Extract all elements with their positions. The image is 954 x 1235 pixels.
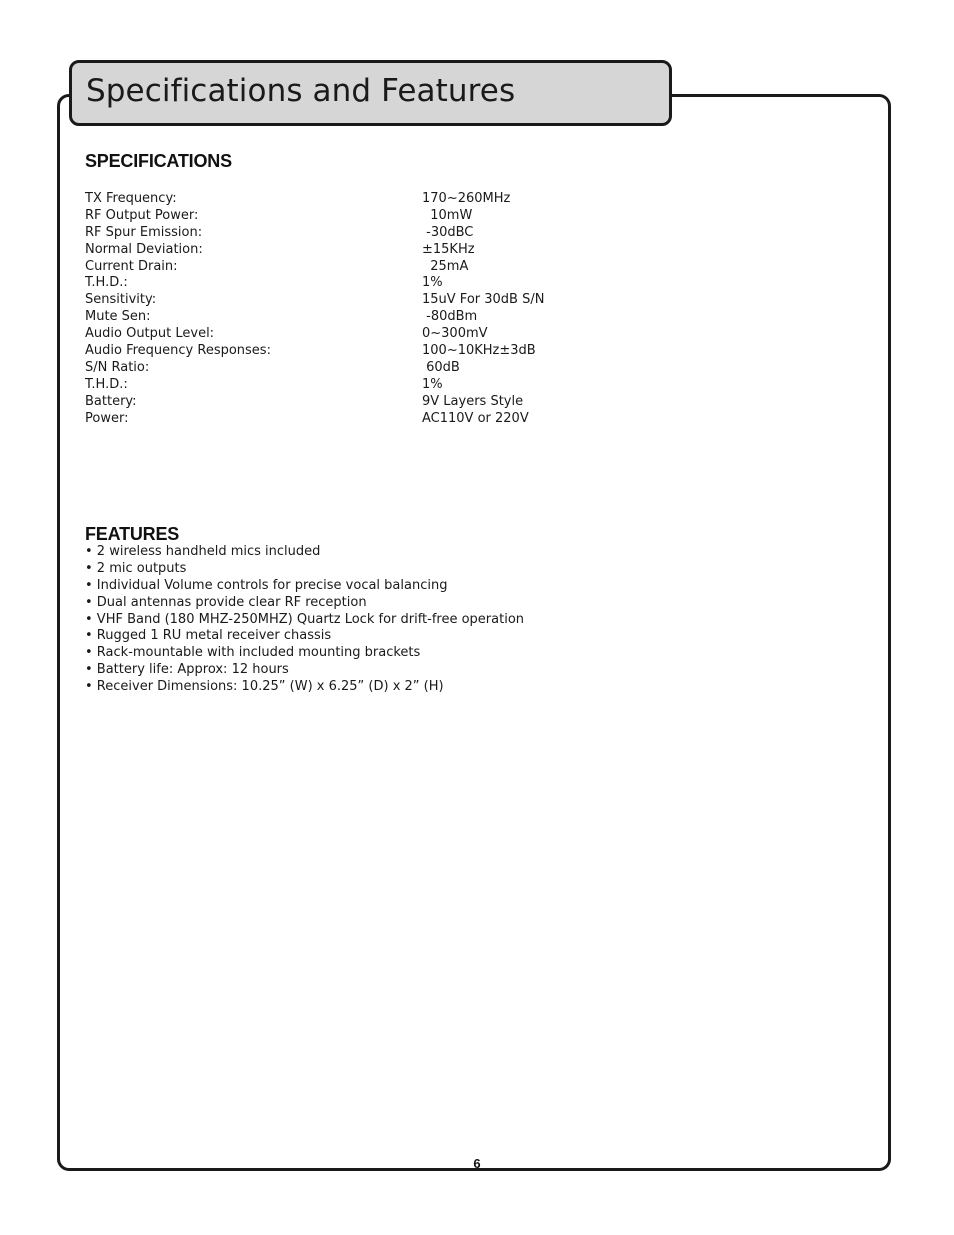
spec-value: 15uV For 30dB S/N [422, 292, 545, 308]
feature-item: • 2 mic outputs [85, 560, 187, 576]
spec-label: RF Output Power: [85, 207, 199, 223]
spec-value: 170~260MHz [422, 191, 511, 206]
feature-item: • VHF Band (180 MHZ-250MHZ) Quartz Lock for drift-free operation [85, 611, 525, 627]
spec-label: Current Drain: [85, 258, 178, 274]
specifications-heading: SPECIFICATIONS [85, 151, 232, 171]
spec-value: ±15KHz [422, 241, 475, 257]
spec-row [85, 309, 605, 326]
spec-value: 1% [422, 275, 443, 291]
spec-value: 60dB [422, 359, 460, 375]
features-list [85, 544, 524, 696]
feature-item: • Individual Volume controls for precise vocal balancing [85, 577, 448, 593]
spec-row [85, 225, 605, 242]
feature-item: • Rack-mountable with included mounting brackets [85, 645, 421, 661]
feature-item: • Dual antennas provide clear RF reception [85, 594, 367, 610]
spec-value: 9V Layers Style [422, 393, 524, 409]
spec-value: -80dBm [422, 309, 478, 325]
specifications-list [85, 191, 605, 427]
spec-label: Audio Output Level: [85, 326, 215, 342]
spec-row [85, 292, 605, 309]
spec-row [85, 242, 605, 259]
spec-row [85, 326, 605, 343]
spec-value: 10mW [422, 207, 473, 223]
page-title: Specifications and Features [86, 73, 516, 109]
spec-value: 25mA [422, 258, 469, 274]
spec-label: T.H.D.: [85, 376, 128, 392]
spec-row [85, 411, 605, 428]
features-heading: FEATURES [85, 524, 180, 544]
spec-label: Battery: [85, 393, 137, 409]
spec-value: AC110V or 220V [422, 410, 529, 426]
title-tab [69, 60, 672, 126]
spec-label: T.H.D.: [85, 275, 128, 291]
spec-row [85, 191, 605, 208]
spec-value: -30dBC [422, 224, 474, 240]
spec-row [85, 343, 605, 360]
spec-row [85, 275, 605, 292]
spec-label: Normal Deviation: [85, 241, 203, 257]
spec-label: S/N Ratio: [85, 359, 150, 375]
spec-row [85, 208, 605, 225]
feature-item: • Rugged 1 RU metal receiver chassis [85, 628, 332, 644]
spec-label: RF Spur Emission: [85, 224, 203, 240]
spec-value: 1% [422, 376, 443, 392]
spec-value: 0~300mV [422, 326, 488, 342]
spec-label: TX Frequency: [85, 191, 177, 206]
spec-label: Power: [85, 410, 129, 426]
spec-row [85, 394, 605, 411]
spec-row [85, 259, 605, 276]
spec-row [85, 360, 605, 377]
page-number: 6 [473, 1156, 481, 1171]
feature-item: • Battery life: Approx: 12 hours [85, 662, 289, 678]
spec-row [85, 377, 605, 394]
spec-label: Sensitivity: [85, 292, 157, 308]
spec-label: Audio Frequency Responses: [85, 343, 271, 359]
feature-item: • Receiver Dimensions: 10.25” (W) x 6.25” (D) x 2” (H) [85, 679, 444, 695]
feature-item: • 2 wireless handheld mics included [85, 544, 321, 559]
spec-value: 100~10KHz±3dB [422, 343, 536, 359]
spec-label: Mute Sen: [85, 309, 151, 325]
